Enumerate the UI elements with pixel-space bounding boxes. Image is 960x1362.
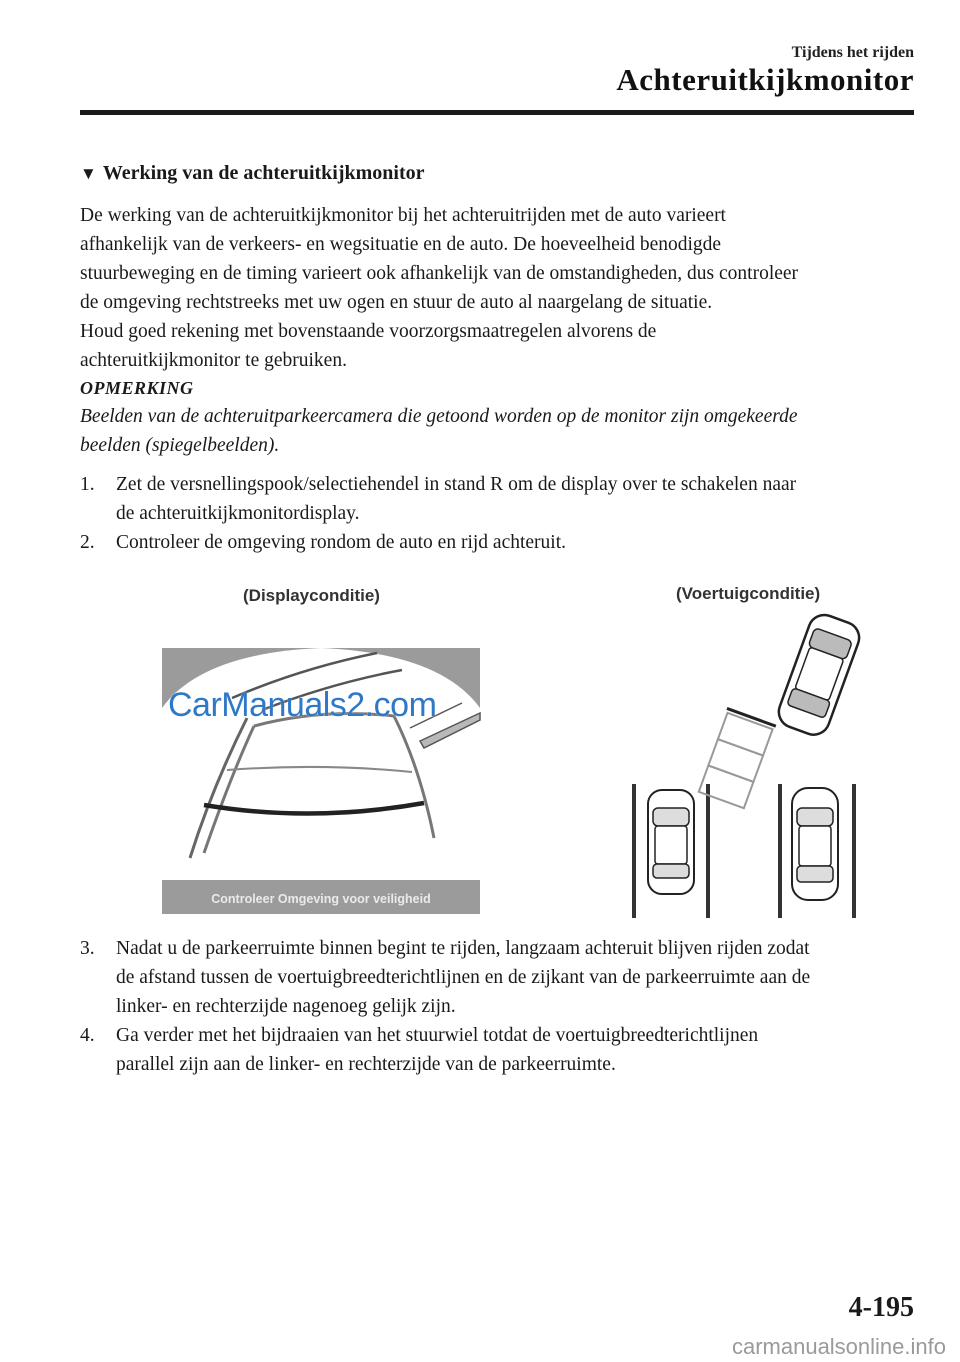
paragraph-2 [80, 317, 920, 375]
paragraph-line: Houd goed rekening met bovenstaande voorzorgsmaatregelen alvorens de [80, 321, 657, 342]
paragraph-line: afhankelijk van de verkeers- en wegsituatie en de auto. De hoeveelheid benodigde [80, 234, 722, 255]
header-subtitle: Tijdens het rijden [791, 44, 914, 61]
step-4 [80, 1021, 920, 1079]
note-label: OPMERKING [80, 378, 194, 398]
step-line: de achteruitkijkmonitordisplay. [116, 503, 360, 524]
step-line: Controleer de omgeving rondom de auto en rijd achteruit. [116, 532, 566, 553]
step-2 [80, 528, 920, 557]
step-line: Nadat u de parkeerruimte binnen begint te rijden, langzaam achteruit blijven rijden zodat [116, 938, 810, 959]
paragraph-line: de omgeving rechtstreeks met uw ogen en stuur de auto al naargelang de situatie. [80, 292, 713, 313]
parked-car-right [792, 788, 838, 900]
reversing-car [774, 610, 863, 739]
paragraph-line: De werking van de achteruitkijkmonitor bij het achteruitrijden met de auto varieert [80, 205, 726, 226]
parked-car-left [648, 790, 694, 894]
step-line: parallel zijn aan de linker- en rechterzijde van de parkeerruimte. [116, 1054, 616, 1075]
vehicle-condition-illustration [620, 612, 870, 918]
step-line: Ga verder met het bijdraaien van het stuurwiel totdat de voertuigbreedterichtlijnen [116, 1025, 759, 1046]
vehicle-condition-label: (Voertuigconditie) [676, 584, 821, 603]
note-line: beelden (spiegelbeelden). [80, 435, 280, 456]
step-1 [80, 470, 920, 528]
page-title: Achteruitkijkmonitor [616, 62, 914, 97]
paragraph-line: achteruitkijkmonitor te gebruiken. [80, 350, 347, 371]
step-number: 3. [80, 938, 95, 959]
step-number: 1. [80, 474, 95, 495]
footer-url: carmanualsonline.info [731, 1334, 946, 1359]
watermark: CarManuals2.com [168, 686, 437, 724]
paragraph-1 [80, 201, 920, 317]
display-caption: Controleer Omgeving voor veiligheid [211, 892, 431, 906]
section-heading-text: Werking van de achteruitkijkmonitor [102, 162, 425, 184]
step-number: 2. [80, 532, 95, 553]
note-line: Beelden van de achteruitparkeercamera die getoond worden op de monitor zijn omgekeerde [80, 406, 798, 427]
step-line: Zet de versnellingspook/selectiehendel in stand R om de display over te schakelen naar [116, 474, 797, 495]
display-condition-label: (Displayconditie) [243, 586, 380, 605]
section-heading [80, 162, 425, 185]
paragraph-line: stuurbeweging en de timing varieert ook afhankelijk van de omstandigheden, dus controleer [80, 263, 799, 284]
step-number: 4. [80, 1025, 95, 1046]
header-rule [80, 110, 914, 115]
step-line: de afstand tussen de voertuigbreedterichtlijnen en de zijkant van de parkeerruimte aan de [116, 967, 811, 988]
note-text [80, 402, 920, 460]
step-3 [80, 934, 920, 1021]
page-number: 4-195 [848, 1292, 914, 1323]
step-line: linker- en rechterzijde nagenoeg gelijk zijn. [116, 996, 456, 1017]
triangle-marker-icon: ▼ [80, 164, 97, 183]
